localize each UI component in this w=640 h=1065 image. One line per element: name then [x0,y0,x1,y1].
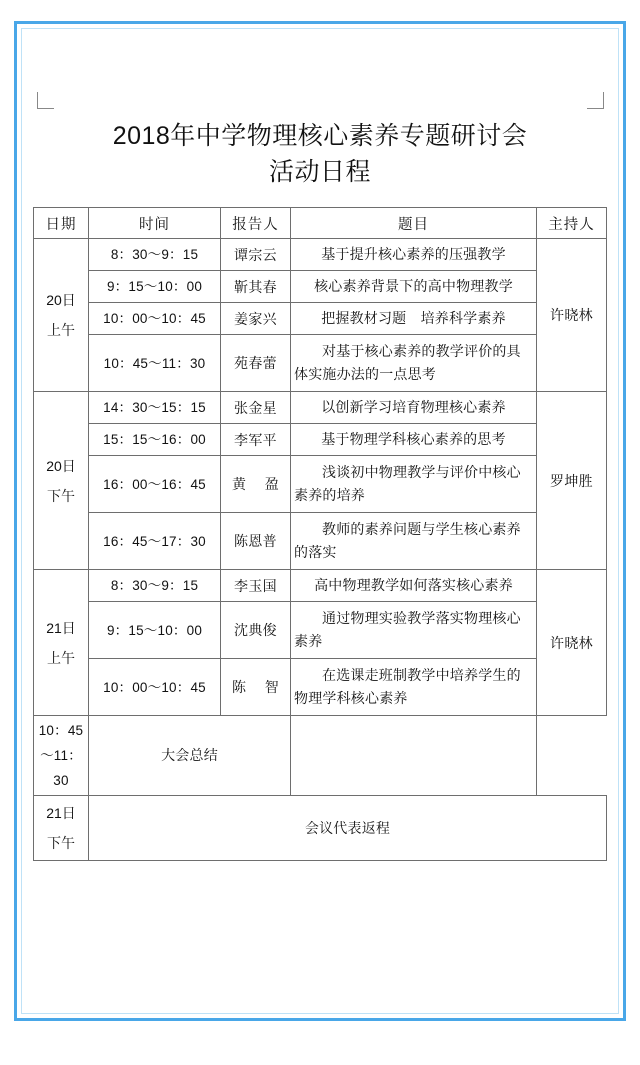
column-header-time: 时间 [89,208,221,239]
page-title [0,0,640,190]
title-line-2: 活动日程 [268,158,371,186]
table-row [34,659,607,716]
schedule-host-cell-empty [291,716,537,796]
schedule-host-cell: 许晓林 [537,239,607,392]
table-row [34,602,607,659]
schedule-speaker-cell: 靳其春 [221,271,291,303]
table-row [34,456,607,513]
date-line-1: 20日 [46,457,76,474]
schedule-speaker-cell: 陈智 [221,659,291,716]
table-body [34,239,607,861]
table-header-row [34,208,607,239]
schedule-speaker-cell: 陈恩普 [221,513,291,570]
schedule-date-cell [34,570,89,716]
date-line-2: 下午 [47,487,75,504]
schedule-topic-cell: 核心素养背景下的高中物理教学 [291,271,537,303]
schedule-time-cell: 14：30～15：15 [89,392,221,424]
title-line-1: 2018年中学物理核心素养专题研讨会 [112,122,528,150]
schedule-topic-cell: 在选课走班制教学中培养学生的物理学科核心素养 [291,659,537,716]
column-header-date: 日期 [34,208,89,239]
schedule-date-cell [34,796,89,861]
table-row [34,335,607,392]
schedule-time-cell: 9：15～10：00 [89,271,221,303]
schedule-topic-cell: 浅谈初中物理教学与评价中核心素养的培养 [291,456,537,513]
table-row [34,271,607,303]
date-line-2: 上午 [47,649,75,666]
schedule-speaker-cell: 张金星 [221,392,291,424]
schedule-topic-cell: 以创新学习培育物理核心素养 [291,392,537,424]
schedule-topic-cell: 基于物理学科核心素养的思考 [291,424,537,456]
schedule-speaker-cell: 谭宗云 [221,239,291,271]
date-line-1: 21日 [46,619,76,636]
date-line-2: 上午 [47,322,75,338]
table-row [34,796,607,861]
schedule-topic-cell: 教师的素养问题与学生核心素养的落实 [291,513,537,570]
schedule-topic-cell: 把握教材习题 培养科学素养 [291,303,537,335]
schedule-time-cell: 9：15～10：00 [89,602,221,659]
schedule-topic-cell: 基于提升核心素养的压强教学 [291,239,537,271]
schedule-time-cell: 10：45～11：30 [89,335,221,392]
schedule-time-cell: 10：00～10：45 [89,303,221,335]
table-row [34,424,607,456]
date-line-2: 下午 [47,835,75,851]
schedule-time-cell: 10：45～11：30 [34,716,89,796]
schedule-final-note-cell: 会议代表返程 [89,796,607,861]
schedule-time-cell: 16：00～16：45 [89,456,221,513]
table-row [34,513,607,570]
schedule-speaker-cell: 沈典俊 [221,602,291,659]
schedule-host-cell: 罗坤胜 [537,392,607,570]
schedule-speaker-cell: 姜家兴 [221,303,291,335]
schedule-date-cell [34,239,89,392]
schedule-table [33,207,607,861]
table-header [34,208,607,239]
schedule-topic-cell: 高中物理教学如何落实核心素养 [291,570,537,602]
column-header-speaker: 报告人 [221,208,291,239]
schedule-topic-cell: 对基于核心素养的教学评价的具体实施办法的一点思考 [291,335,537,392]
schedule-time-cell: 8：30～9：15 [89,239,221,271]
schedule-speaker-cell: 苑春蕾 [221,335,291,392]
column-header-host: 主持人 [537,208,607,239]
table-row [34,239,607,271]
column-header-topic: 题目 [291,208,537,239]
schedule-time-cell: 8：30～9：15 [89,570,221,602]
date-line-1: 20日 [46,292,76,308]
schedule-time-cell: 15：15～16：00 [89,424,221,456]
schedule-speaker-cell: 李玉国 [221,570,291,602]
schedule-time-cell: 10：00～10：45 [89,659,221,716]
schedule-time-cell: 16：45～17：30 [89,513,221,570]
table-row [34,303,607,335]
table-row [34,392,607,424]
date-line-1: 21日 [46,805,76,821]
schedule-speaker-cell: 李军平 [221,424,291,456]
table-row [34,716,607,796]
schedule-topic-cell: 通过物理实验教学落实物理核心素养 [291,602,537,659]
table-row [34,570,607,602]
schedule-summary-cell: 大会总结 [89,716,291,796]
schedule-date-cell [34,392,89,570]
schedule-host-cell: 许晓林 [537,570,607,716]
schedule-speaker-cell: 黄盈 [221,456,291,513]
